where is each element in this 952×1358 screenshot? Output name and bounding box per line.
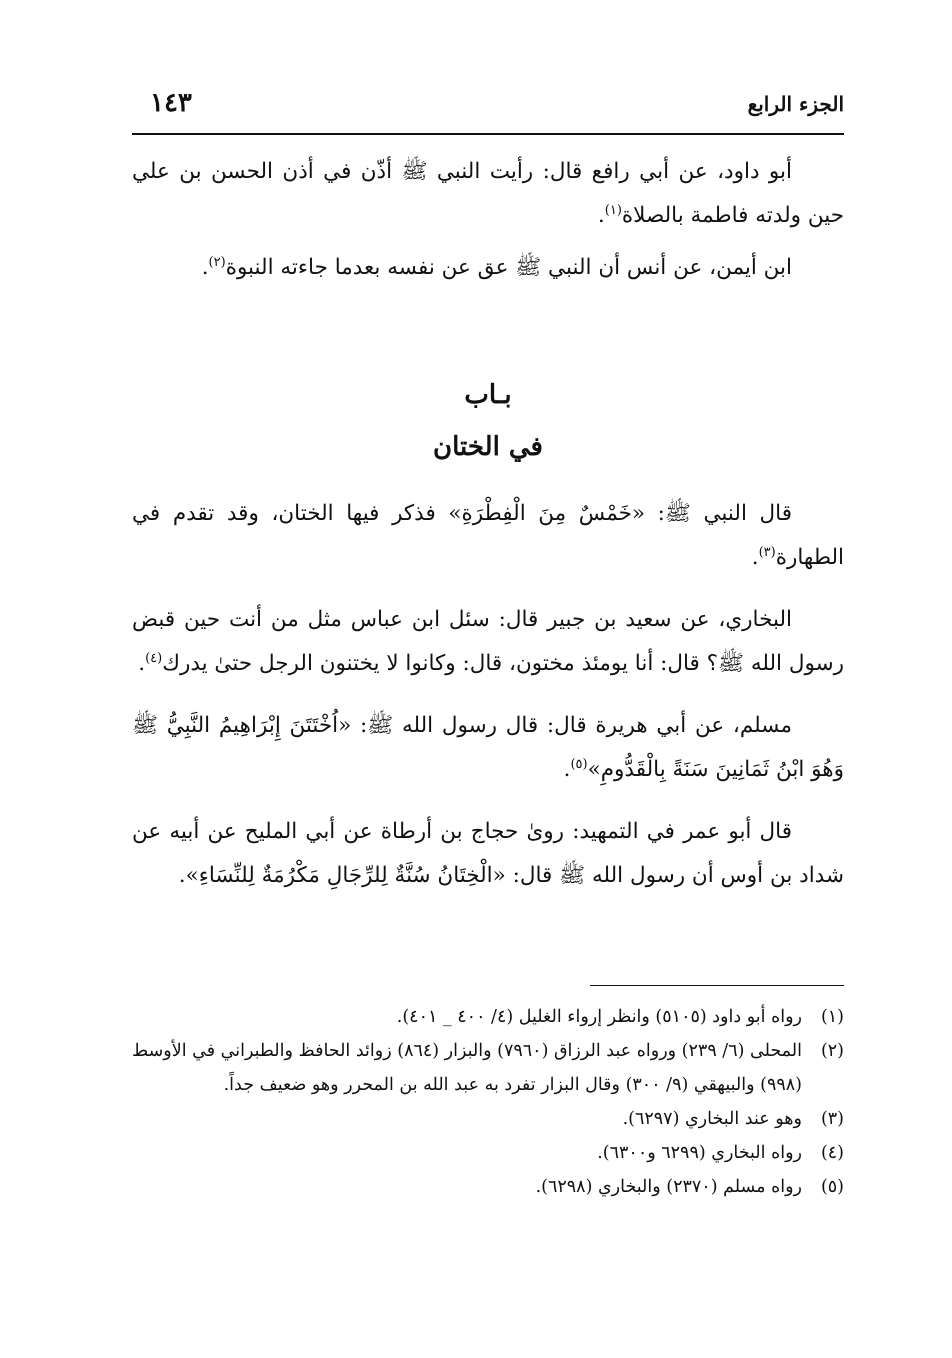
footnote-number: (٥) [820,1177,844,1197]
paragraph-text: ابن أيمن، عن أنس أن النبي ﷺ عق عن نفسه بعدما جاءته النبوة [225,255,792,280]
footnote-number: (١) [820,1007,844,1027]
footnote-number: (٣) [820,1109,844,1129]
main-text [132,150,844,898]
running-head: الجزء الرابع [747,92,844,116]
footnote-item [132,1034,844,1102]
footnotes [132,1000,844,1204]
page-number: ١٤٣ [150,88,192,118]
paragraph-abu-dawud: أبو داود، عن أبي رافع قال: رأيت النبي ﷺ أذّن في أذن الحسن بن علي حين ولدته فاطمة بالصلاة$^{(١)}$. [132,159,844,228]
paragraph-tamhid: قال أبو عمر في التمهيد: رویٰ حجاج بن أرطاة عن أبي المليح عن أبيه عن شداد بن أوس أن رسول الله ﷺ قال: «الْخِتَانُ سُنَّةٌ لِلرِّجَالِ مَكْرُمَةٌ لِلنِّسَاءِ». [132,819,844,888]
header-rule [132,133,844,135]
footnote-text: رواه أبو داود (٥١٠٥) وانظر إرواء الغليل (٤/ ٤٠٠ _ ٤٠١). [396,1007,802,1027]
footnote-text: رواه مسلم (٢٣٧٠) والبخاري (٦٢٩٨). [535,1177,802,1197]
footnote-ref: (٢) [208,254,226,270]
section-heading-bab: بـاب [464,380,512,410]
paragraph-muslim: مسلم، عن أبي هريرة قال: قال رسول الله ﷺ: «اُخْتَتَنَ إِبْرَاهِيمُ النَّبِيُّ ﷺ وَهُوَ ابْنُ ثَمَانِينَ سَنَةً بِالْقَدُّومِ»$^{(٥)}$. [132,713,844,782]
paragraph-text: مسلم، عن أبي هريرة قال: قال رسول الله ﷺ: «اُخْتَتَنَ إِبْرَاهِيمُ النَّبِيُّ ﷺ وَهُوَ ابْنُ ثَمَانِينَ سَنَةً بِالْقَدُّومِ» [132,713,844,782]
section-heading-title: في الختان [433,432,543,462]
footnote-text: رواه البخاري (٦٢٩٩ و٦٣٠٠). [597,1143,802,1163]
footnote-ref: (٥) [570,756,588,772]
footnote-ref: (٤) [145,650,163,666]
paragraph-ibn-ayman: ابن أيمن، عن أنس أن النبي ﷺ عق عن نفسه بعدما جاءته النبوة$^{(٢)}$. [201,254,792,280]
footnote-ref: (١) [604,202,622,218]
page-header [132,88,844,128]
paragraph-text: أبو داود، عن أبي رافع قال: رأيت النبي ﷺ أذّن في أذن الحسن بن علي حين ولدته فاطمة بالصلاة [132,159,844,228]
footnote-item [132,1102,844,1136]
footnote-text: المحلى (٦/ ٢٣٩) ورواه عبد الرزاق (٧٩٦٠) والبزار (٨٦٤) زوائد الحافظ والطبراني في الأوسط (٩٩٨) والبيهقي (٩/ ٣٠٠) وقال البزار تفرد به عبد الله بن المحرر وهو ضعيف جداً. [132,1041,802,1095]
footnote-number: (٢) [820,1041,844,1061]
footnote-ref: (٣) [758,544,776,560]
footnote-separator [590,985,844,986]
footnote-number: (٤) [820,1143,844,1163]
paragraph-text: البخاري، عن سعيد بن جبير قال: سئل ابن عباس مثل من أنت حين قبض رسول الله ﷺ؟ قال: أنا يومئذ مختون، قال: وكانوا لا يختنون الرجل حتىٰ يدرك [132,607,844,676]
footnote-item [132,1136,844,1170]
paragraph-fitra: قال النبي ﷺ: «خَمْسٌ مِنَ الْفِطْرَةِ» فذكر فيها الختان، وقد تقدم في الطهارة$^{(٣)}$. [132,501,844,570]
footnote-item [132,1170,844,1204]
paragraph-text: قال النبي ﷺ: «خَمْسٌ مِنَ الْفِطْرَةِ» فذكر فيها الختان، وقد تقدم في الطهارة [132,501,844,570]
footnote-item [132,1000,844,1034]
footnote-text: وهو عند البخاري (٦٢٩٧). [622,1109,802,1129]
paragraph-bukhari: البخاري، عن سعيد بن جبير قال: سئل ابن عباس مثل من أنت حين قبض رسول الله ﷺ؟ قال: أنا يومئذ مختون، قال: وكانوا لا يختنون الرجل حتىٰ يدرك$^{(٤)}$. [132,607,844,676]
